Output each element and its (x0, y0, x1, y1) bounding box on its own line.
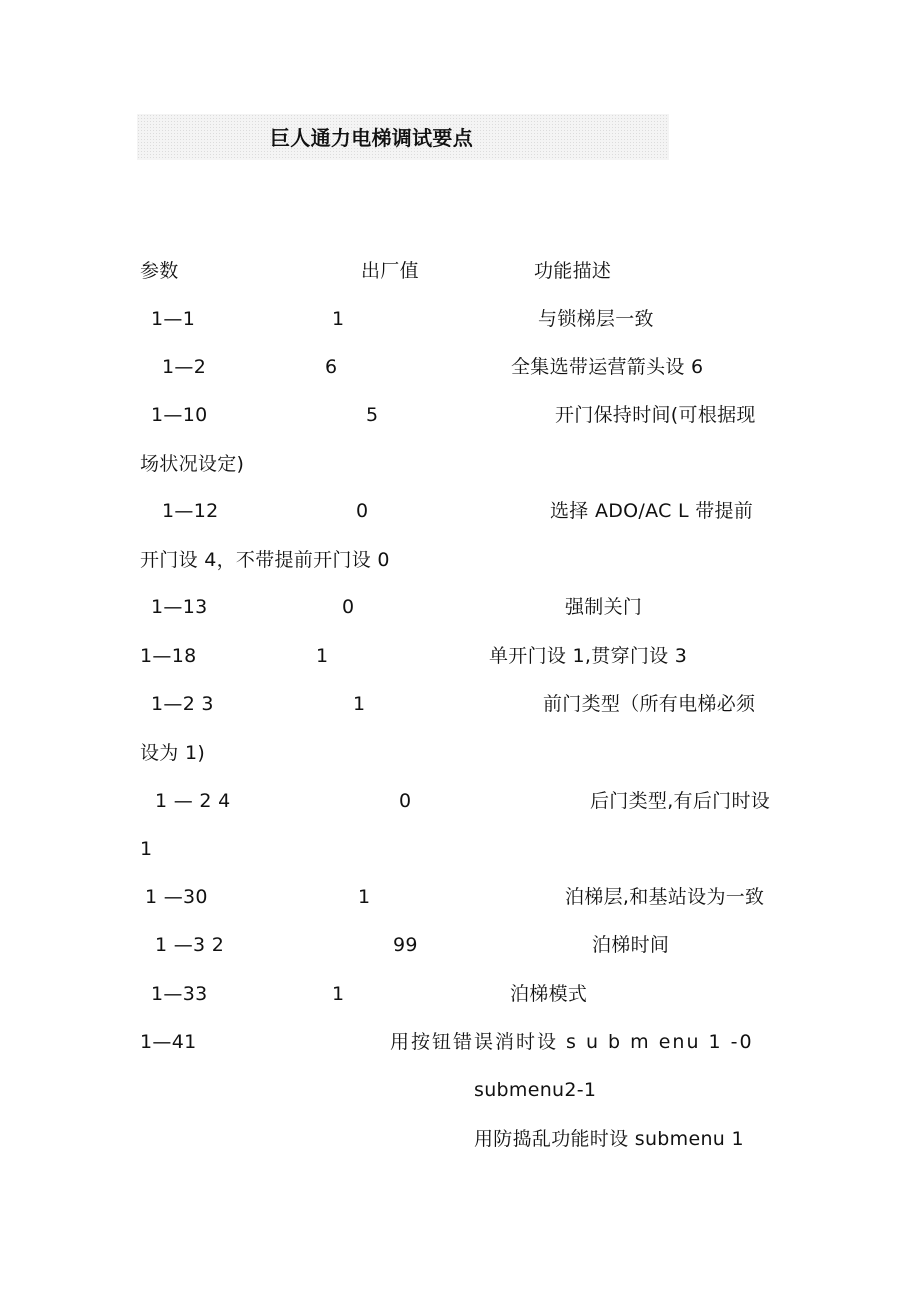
default-value: 0 (342, 596, 355, 618)
default-value: 1 (358, 886, 371, 908)
param-description: 单开门设 1,贯穿门设 3 (489, 645, 688, 667)
document-title: 巨人通力电梯调试要点 (270, 126, 473, 150)
param-description: 泊梯模式 (510, 983, 588, 1005)
param-description: 泊梯时间 (592, 934, 670, 956)
default-value: 0 (356, 500, 369, 522)
default-value: 6 (325, 356, 338, 378)
param-description-continued: 设为 1) (140, 742, 206, 764)
param-description-continued: 场状况设定) (140, 453, 245, 475)
column-header-default: 出厂值 (361, 260, 419, 282)
default-value: 0 (399, 790, 412, 812)
param-description: 全集选带运营箭头设 6 (511, 356, 704, 378)
param-code: 1—18 (140, 645, 197, 667)
param-code: 1 — 2 4 (155, 790, 231, 812)
param-description: 选择 ADO/AC L 带提前 (550, 500, 754, 522)
default-value: 1 (332, 308, 345, 330)
param-code: 1—2 (162, 356, 207, 378)
param-description: 与锁梯层一致 (538, 308, 654, 330)
param-code: 1—33 (151, 983, 208, 1005)
param-description: 泊梯层,和基站设为一致 (565, 886, 765, 908)
default-value: 99 (393, 934, 418, 956)
param-description: 用按钮错误消时设 s u b m enu 1 -0 (390, 1031, 754, 1053)
param-description-continued: 用防捣乱功能时设 submenu 1 (474, 1128, 744, 1150)
param-code: 1 —30 (145, 886, 208, 908)
default-value: 5 (366, 404, 379, 426)
param-description-continued: 开门设 4，不带提前开门设 0 (140, 549, 390, 571)
param-description-continued: 1 (140, 838, 153, 860)
param-description: 前门类型（所有电梯必须 (543, 693, 756, 715)
param-description: 强制关门 (565, 596, 643, 618)
param-code: 1 —3 2 (155, 934, 225, 956)
default-value: 1 (316, 645, 329, 667)
param-description: 后门类型,有后门时设 (590, 790, 771, 812)
param-code: 1—13 (151, 596, 208, 618)
param-code: 1—10 (151, 404, 208, 426)
param-code: 1—1 (151, 308, 196, 330)
param-code: 1—41 (140, 1031, 197, 1053)
param-code: 1—2 3 (151, 693, 214, 715)
column-header-param: 参数 (140, 260, 179, 282)
default-value: 1 (353, 693, 366, 715)
column-header-desc: 功能描述 (534, 260, 612, 282)
default-value: 1 (332, 983, 345, 1005)
param-description: 开门保持时间(可根据现 (555, 404, 756, 426)
param-code: 1—12 (162, 500, 219, 522)
param-description-continued: submenu2-1 (474, 1079, 597, 1101)
